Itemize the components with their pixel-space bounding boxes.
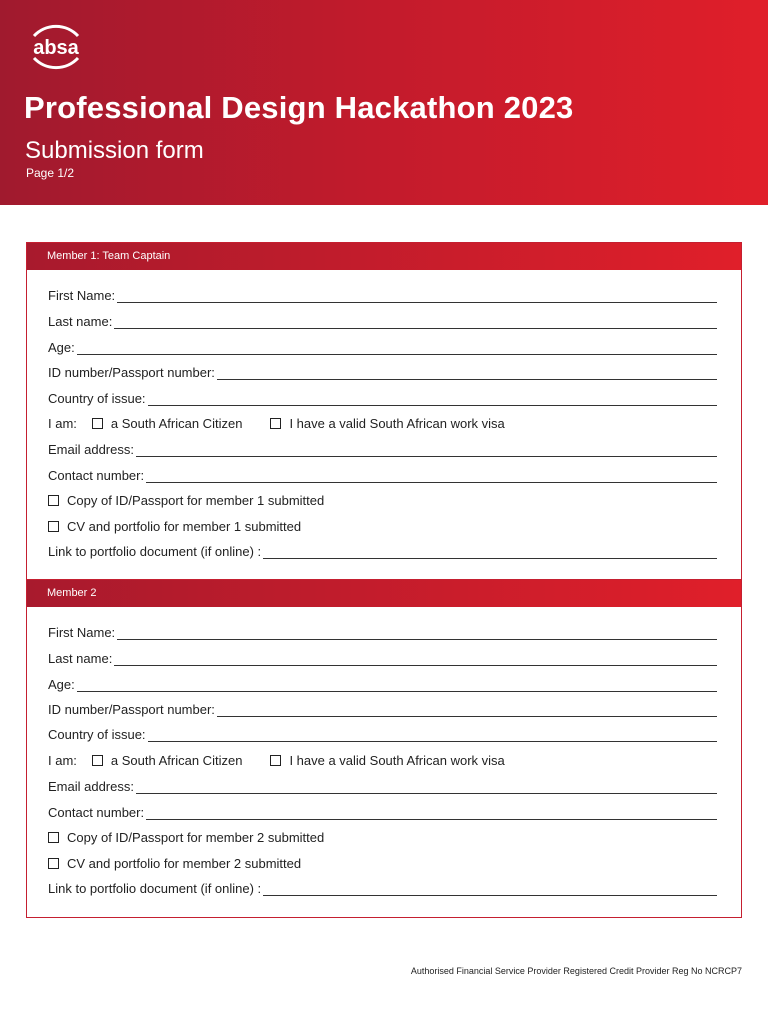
member1-first-name-row — [48, 285, 717, 305]
citizen-checkbox[interactable] — [92, 755, 103, 766]
first-name-label: First Name: — [48, 288, 116, 303]
member2-id-row — [48, 699, 717, 719]
member1-cv-row — [48, 516, 717, 536]
member2-email-row — [48, 776, 717, 796]
copy-id-label: Copy of ID/Passport for member 1 submitted — [67, 493, 325, 508]
country-label: Country of issue: — [48, 391, 146, 406]
footer-legal-text: Authorised Financial Service Provider Registered Credit Provider Reg No NCRCP7 — [410, 966, 742, 976]
last-name-field[interactable] — [114, 327, 717, 329]
page-subtitle: Submission form — [25, 137, 204, 164]
cv-checkbox[interactable] — [48, 858, 59, 869]
copy-id-label: Copy of ID/Passport for member 2 submitted — [67, 830, 325, 845]
country-field[interactable] — [148, 404, 717, 406]
citizen-label: a South African Citizen — [110, 416, 243, 431]
link-label: Link to portfolio document (if online) : — [48, 881, 262, 896]
contact-label: Contact number: — [48, 468, 145, 483]
member2-copy-id-row — [48, 827, 717, 847]
svg-text:absa: absa — [33, 37, 79, 59]
member2-age-row — [48, 674, 717, 694]
cv-label: CV and portfolio for member 2 submitted — [67, 856, 302, 871]
i-am-label: I am: — [48, 753, 77, 768]
last-name-label: Last name: — [48, 314, 113, 329]
visa-option[interactable] — [270, 753, 504, 770]
citizen-option[interactable] — [92, 753, 243, 770]
citizen-label: a South African Citizen — [110, 753, 243, 768]
absa-logo — [24, 18, 88, 76]
last-name-field[interactable] — [114, 664, 717, 666]
email-label: Email address: — [48, 779, 134, 794]
visa-checkbox[interactable] — [270, 418, 281, 429]
copy-id-checkbox[interactable] — [48, 832, 59, 843]
contact-field[interactable] — [146, 818, 717, 820]
visa-checkbox[interactable] — [270, 755, 281, 766]
member1-heading: Member 1: Team Captain — [27, 243, 741, 270]
member1-last-name-row — [48, 311, 717, 331]
member2-section — [26, 579, 742, 918]
page-header — [0, 0, 768, 205]
cv-option[interactable] — [48, 519, 301, 536]
visa-label: I have a valid South African work visa — [289, 753, 505, 768]
member2-first-name-row — [48, 622, 717, 642]
member1-id-row — [48, 362, 717, 382]
copy-id-option[interactable] — [48, 493, 324, 510]
citizen-checkbox[interactable] — [92, 418, 103, 429]
member2-last-name-row — [48, 648, 717, 668]
i-am-label: I am: — [48, 416, 77, 431]
member1-status-row — [48, 413, 717, 433]
member2-country-row — [48, 724, 717, 744]
age-label: Age: — [48, 340, 75, 355]
id-number-label: ID number/Passport number: — [48, 702, 215, 717]
member2-status-row — [48, 750, 717, 770]
contact-label: Contact number: — [48, 805, 145, 820]
age-field[interactable] — [77, 353, 717, 355]
citizen-option[interactable] — [92, 416, 243, 433]
visa-option[interactable] — [270, 416, 504, 433]
first-name-field[interactable] — [117, 638, 717, 640]
email-label: Email address: — [48, 442, 134, 457]
member1-age-row — [48, 337, 717, 357]
email-field[interactable] — [136, 792, 717, 794]
first-name-field[interactable] — [117, 301, 717, 303]
member1-country-row — [48, 388, 717, 408]
member1-copy-id-row — [48, 490, 717, 510]
link-field[interactable] — [263, 894, 717, 896]
age-label: Age: — [48, 677, 75, 692]
cv-checkbox[interactable] — [48, 521, 59, 532]
member1-email-row — [48, 439, 717, 459]
member2-link-row — [48, 878, 717, 898]
member2-cv-row — [48, 853, 717, 873]
id-number-field[interactable] — [217, 378, 717, 380]
member2-contact-row — [48, 802, 717, 822]
page-number: Page 1/2 — [26, 166, 75, 180]
member1-contact-row — [48, 465, 717, 485]
contact-field[interactable] — [146, 481, 717, 483]
country-field[interactable] — [148, 740, 717, 742]
member1-link-row — [48, 541, 717, 561]
member1-section — [26, 242, 742, 580]
country-label: Country of issue: — [48, 727, 146, 742]
id-number-label: ID number/Passport number: — [48, 365, 215, 380]
email-field[interactable] — [136, 455, 717, 457]
last-name-label: Last name: — [48, 651, 113, 666]
first-name-label: First Name: — [48, 625, 116, 640]
visa-label: I have a valid South African work visa — [289, 416, 505, 431]
copy-id-checkbox[interactable] — [48, 495, 59, 506]
link-label: Link to portfolio document (if online) : — [48, 544, 262, 559]
member2-heading: Member 2 — [27, 580, 741, 607]
copy-id-option[interactable] — [48, 830, 324, 847]
page-title: Professional Design Hackathon 2023 — [24, 90, 574, 125]
cv-option[interactable] — [48, 856, 301, 873]
id-number-field[interactable] — [217, 715, 717, 717]
cv-label: CV and portfolio for member 1 submitted — [67, 519, 302, 534]
age-field[interactable] — [77, 690, 717, 692]
link-field[interactable] — [263, 557, 717, 559]
